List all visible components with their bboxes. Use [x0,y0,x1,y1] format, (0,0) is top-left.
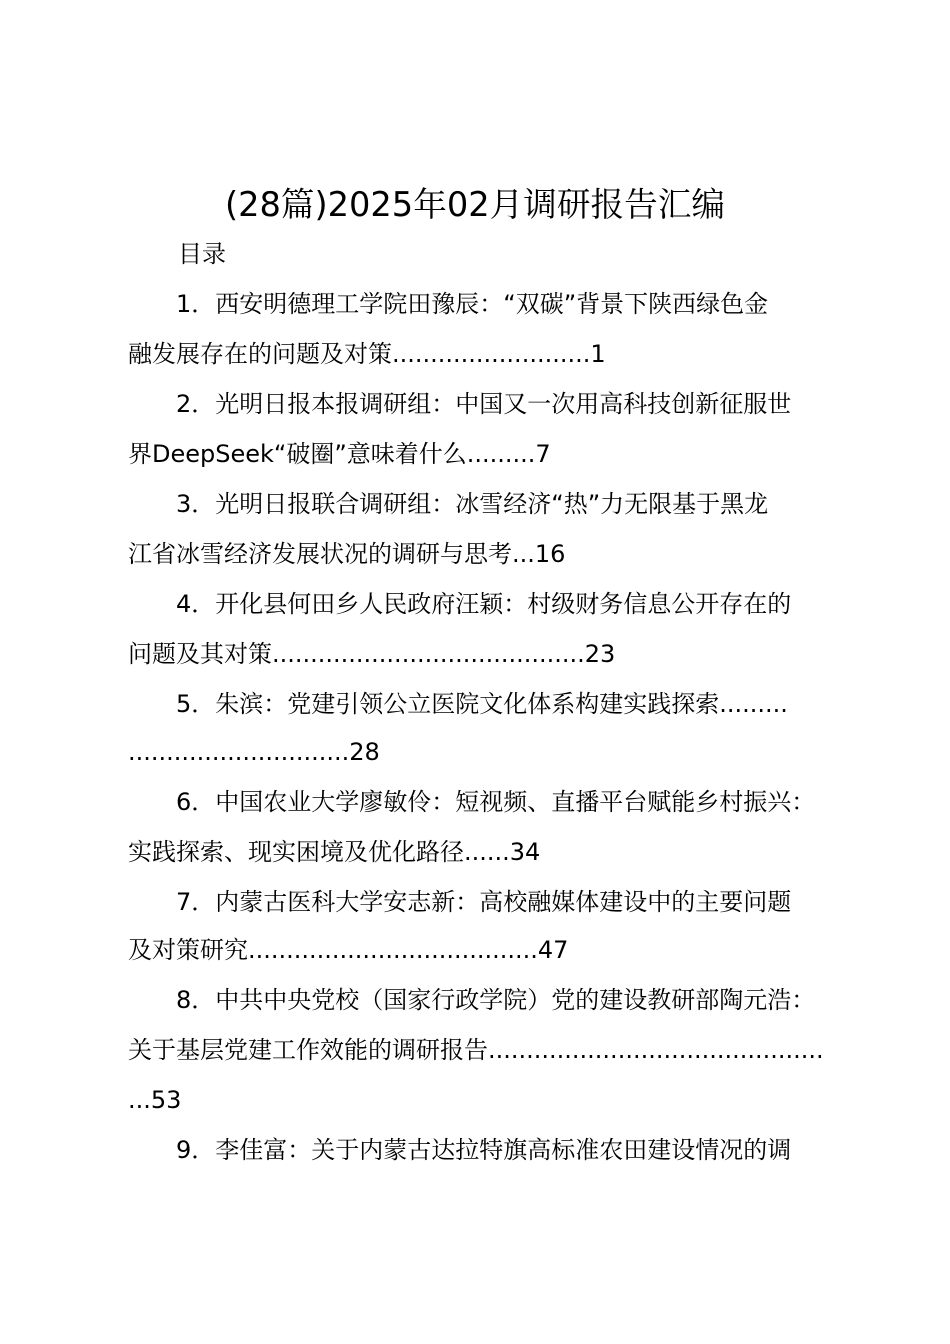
toc-entry-3-line2[interactable]: 江省冰雪经济发展状况的调研与思考...16 [128,540,566,568]
toc-entry-8-line2[interactable]: 关于基层党建工作效能的调研报告............................................ [128,1036,824,1064]
toc-entry-8-line1[interactable]: 8．中共中央党校（国家行政学院）党的建设教研部陶元浩： [176,986,816,1014]
toc-entry-9-line1[interactable]: 9．李佳富：关于内蒙古达拉特旗高标准农田建设情况的调 [176,1136,792,1164]
toc-entry-2-line1[interactable]: 2．光明日报本报调研组：中国又一次用高科技创新征服世 [176,390,792,418]
toc-entry-1-line1[interactable]: 1．西安明德理工学院田豫辰：“双碳”背景下陕西绿色金 [176,290,769,318]
toc-entry-3-line1[interactable]: 3．光明日报联合调研组：冰雪经济“热”力无限基于黑龙 [176,490,769,518]
toc-entry-5-line1[interactable]: 5．朱滨：党建引领公立医院文化体系构建实践探索......... [176,690,788,718]
document-title: (28篇)2025年02月调研报告汇编 [224,185,725,224]
toc-entry-5-line2[interactable]: .............................28 [128,738,380,766]
toc-entry-4-line2[interactable]: 问题及其对策.........................................23 [128,640,616,668]
toc-entry-6-line2[interactable]: 实践探索、现实困境及优化路径......34 [128,838,541,866]
toc-entry-8-line3[interactable]: ...53 [128,1086,182,1114]
toc-entry-6-line1[interactable]: 6．中国农业大学廖敏伶：短视频、直播平台赋能乡村振兴： [176,788,816,816]
toc-entry-2-line2[interactable]: 界DeepSeek“破圈”意味着什么.........7 [128,440,551,468]
toc-entry-1-line2[interactable]: 融发展存在的问题及对策..........................1 [128,340,606,368]
toc-entry-7-line1[interactable]: 7．内蒙古医科大学安志新：高校融媒体建设中的主要问题 [176,888,792,916]
toc-entry-7-line2[interactable]: 及对策研究......................................47 [128,936,569,964]
toc-entry-4-line1[interactable]: 4．开化县何田乡人民政府汪颖：村级财务信息公开存在的 [176,590,792,618]
toc-heading: 目录 [178,240,226,268]
